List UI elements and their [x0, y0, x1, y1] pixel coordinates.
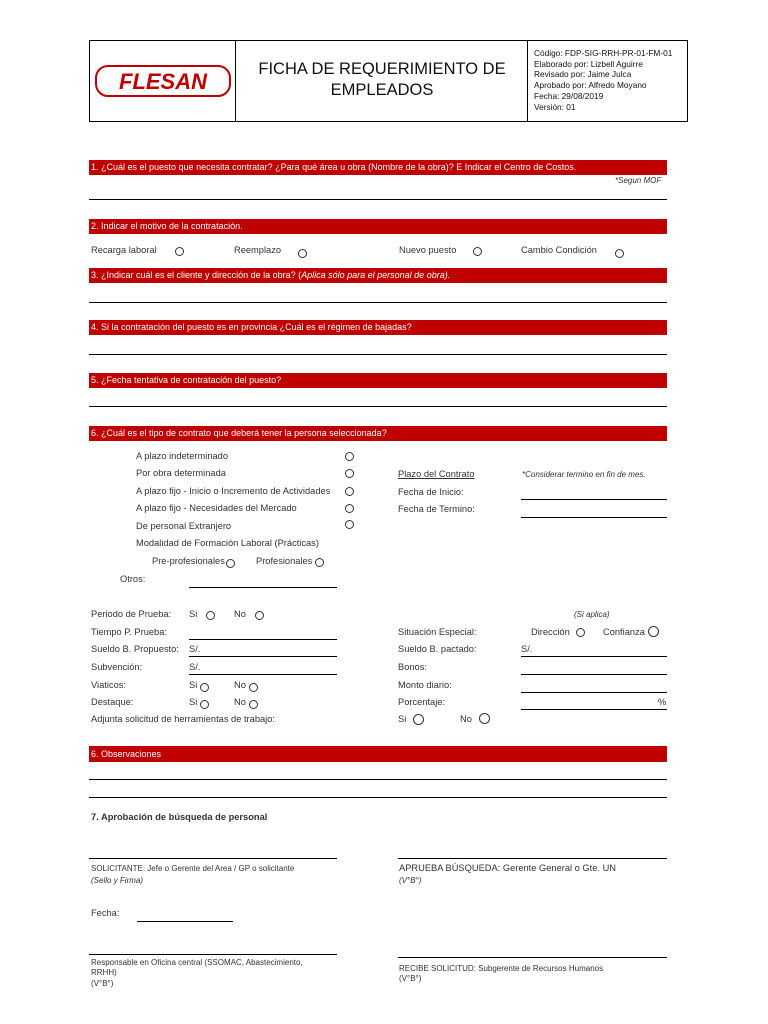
section-1-header: 1. ¿Cuál es el puesto que necesita contratar? ¿Para qué área u obra (Nombre de la obra)? E Indicar el Centro de Costos. — [89, 160, 667, 175]
section-4-answer-line[interactable] — [89, 354, 667, 355]
destaque-label: Destaque: — [91, 697, 134, 707]
viaticos-no-radio[interactable] — [249, 683, 258, 692]
otros-input-line[interactable] — [189, 587, 337, 588]
observaciones-line-2[interactable] — [89, 797, 667, 798]
option-recarga-label: Recarga laboral — [91, 245, 157, 255]
tiempo-prueba-label: Tiempo P. Prueba: — [91, 627, 167, 637]
destaque-no-label: No — [234, 697, 246, 707]
option-nuevo-puesto-label: Nuevo puesto — [399, 245, 457, 255]
responsable-label-2: RRHH) — [91, 968, 117, 977]
contract-obra-label: Por obra determinada — [136, 468, 226, 478]
destaque-no-radio[interactable] — [249, 700, 258, 709]
svg-text:FLESAN: FLESAN — [119, 69, 207, 94]
nuevo-puesto-radio[interactable] — [473, 247, 482, 256]
porcentaje-label: Porcentaje: — [398, 697, 446, 707]
periodo-si-radio[interactable] — [206, 611, 215, 620]
form-header — [89, 40, 688, 122]
viaticos-no-label: No — [234, 680, 246, 690]
subvencion-line[interactable] — [189, 674, 337, 675]
solicitante-label: SOLICITANTE: Jefe o Gerente del Area / GP o solicitante — [91, 864, 295, 873]
monto-diario-label: Monto diario: — [398, 680, 452, 690]
form-title: FICHA DE REQUERIMIENTO DE EMPLEADOS — [258, 60, 506, 99]
contract-plazo-fijo-mercado-label: A plazo fijo - Necesidades del Mercado — [136, 503, 297, 513]
sueldo-propuesto-line[interactable] — [189, 656, 337, 657]
segun-mof-note: *Segun MOF — [615, 176, 662, 185]
periodo-si-label: Si — [189, 609, 198, 619]
destaque-si-radio[interactable] — [200, 700, 209, 709]
subvencion-label: Subvención: — [91, 662, 143, 672]
section-5-answer-line[interactable] — [89, 406, 667, 407]
percent-sign: % — [658, 697, 667, 707]
sello-firma-label: (Sello y Firma) — [91, 876, 144, 885]
subvencion-currency: S/. — [189, 662, 201, 672]
section-3-answer-line[interactable] — [89, 302, 667, 303]
bonos-label: Bonos: — [398, 662, 427, 672]
section-5-header: 5. ¿Fecha tentativa de contratación del puesto? — [89, 373, 667, 388]
destaque-si-label: Si — [189, 697, 198, 707]
flesan-logo — [94, 64, 232, 98]
fecha-label: Fecha: — [91, 908, 120, 918]
document-metadata: Código: FDP-SIG-RRH-PR-01-FM-01 Elaborado por: Lizbell Aguirre Revisado por: Jaime Julca Aprobado por: Alfredo Moyano Fecha: 29/08/2019 Versión: 01 — [534, 48, 673, 112]
herramientas-si-label: Si — [398, 714, 407, 724]
periodo-prueba-label: Periodo de Prueba: — [91, 609, 172, 619]
recibe-vb-label: (V°B°) — [399, 974, 422, 983]
recibe-signature-line[interactable] — [398, 957, 667, 958]
plazo-note: *Considerar termino en fin de mes. — [522, 470, 646, 479]
direccion-radio[interactable] — [576, 628, 585, 637]
situacion-especial-label: Situación Especial: — [398, 627, 477, 637]
monto-diario-line[interactable] — [521, 692, 667, 693]
aprueba-vb-label: (V°B°) — [399, 876, 422, 885]
sueldo-pactado-label: Sueldo B. pactado: — [398, 644, 477, 654]
cambio-condicion-radio[interactable] — [615, 249, 624, 258]
adjunta-herramientas-label: Adjunta solicitud de herramientas de trabajo: — [91, 714, 275, 724]
fecha-termino-label: Fecha de Termino: — [398, 504, 475, 514]
approval-heading: 7. Aprobación de búsqueda de personal — [91, 812, 268, 822]
fecha-line[interactable] — [137, 921, 233, 922]
extranjero-radio[interactable] — [345, 520, 354, 529]
recarga-radio[interactable] — [175, 247, 184, 256]
herramientas-si-radio[interactable] — [413, 714, 424, 725]
viaticos-label: Viaticos: — [91, 680, 126, 690]
porcentaje-line[interactable] — [521, 709, 667, 710]
viaticos-si-radio[interactable] — [200, 683, 209, 692]
confianza-radio[interactable] — [648, 626, 659, 637]
tiempo-prueba-line[interactable] — [189, 639, 337, 640]
herramientas-no-label: No — [460, 714, 472, 724]
plazo-fijo-mercado-radio[interactable] — [345, 504, 354, 513]
pre-profesionales-label: Pre-profesionales — [152, 556, 225, 566]
contract-practicas-label: Modalidad de Formación Laboral (Prácticas) — [136, 538, 319, 548]
plazo-fijo-inicio-radio[interactable] — [345, 487, 354, 496]
solicitante-signature-line[interactable] — [89, 858, 337, 859]
profesionales-label: Profesionales — [256, 556, 313, 566]
option-reemplazo-label: Reemplazo — [234, 245, 282, 255]
contract-plazo-fijo-inicio-label: A plazo fijo - Inicio o Incremento de Actividades — [136, 486, 331, 496]
fecha-inicio-line[interactable] — [521, 499, 667, 500]
section-4-header: 4. Si la contratación del puesto es en provincia ¿Cuál es el régimen de bajadas? — [89, 320, 667, 335]
profesionales-radio[interactable] — [315, 558, 324, 567]
fecha-termino-line[interactable] — [521, 517, 667, 518]
contract-extranjero-label: De personal Extranjero — [136, 521, 232, 531]
section-3-header: 3. ¿Indicar cuál es el cliente y dirección de la obra? (Aplica sólo para el personal de obra). — [89, 268, 667, 283]
si-aplica-note: (Si aplica) — [574, 610, 610, 619]
periodo-no-label: No — [234, 609, 246, 619]
otros-label: Otros: — [120, 574, 146, 584]
fecha-inicio-label: Fecha de Inicio: — [398, 487, 464, 497]
responsable-label-1: Responsable en Oficina central (SSOMAC, Abastecimiento, — [91, 958, 303, 967]
pre-profesionales-radio[interactable] — [226, 559, 235, 568]
option-cambio-condicion-label: Cambio Condición — [521, 245, 597, 255]
sueldo-propuesto-label: Sueldo B. Propuesto: — [91, 644, 179, 654]
contract-indeterminado-label: A plazo indeterminado — [136, 451, 228, 461]
sueldo-propuesto-currency: S/. — [189, 644, 201, 654]
herramientas-no-radio[interactable] — [479, 713, 490, 724]
sueldo-pactado-line[interactable] — [521, 656, 667, 657]
sueldo-pactado-currency: S/. — [521, 644, 533, 654]
indeterminado-radio[interactable] — [345, 452, 354, 461]
responsable-signature-line[interactable] — [89, 954, 337, 955]
aprueba-busqueda-label: APRUEBA BÚSQUEDA: Gerente General o Gte. UN — [399, 863, 617, 873]
responsable-vb-label: (V°B°) — [91, 979, 114, 988]
obra-determinada-radio[interactable] — [345, 469, 354, 478]
bonos-line[interactable] — [521, 674, 667, 675]
plazo-contrato-label: Plazo del Contrato — [398, 469, 475, 479]
aprueba-signature-line[interactable] — [398, 858, 667, 859]
confianza-label: Confianza — [603, 627, 645, 637]
direccion-label: Dirección — [531, 627, 570, 637]
viaticos-si-label: Si — [189, 680, 198, 690]
section-2-header: 2. Indicar el motivo de la contratación. — [89, 219, 667, 234]
section-6-header: 6. ¿Cuál es el tipo de contrato que deberá tener la persona seleccionada? — [89, 426, 667, 441]
reemplazo-radio[interactable] — [298, 249, 307, 258]
section-1-answer-line[interactable] — [89, 199, 667, 200]
periodo-no-radio[interactable] — [255, 611, 264, 620]
observaciones-line-1[interactable] — [89, 779, 667, 780]
observaciones-header: 6. Observaciones — [89, 746, 667, 762]
recibe-solicitud-label: RECIBE SOLICITUD: Subgerente de Recursos Humanos — [399, 964, 604, 973]
